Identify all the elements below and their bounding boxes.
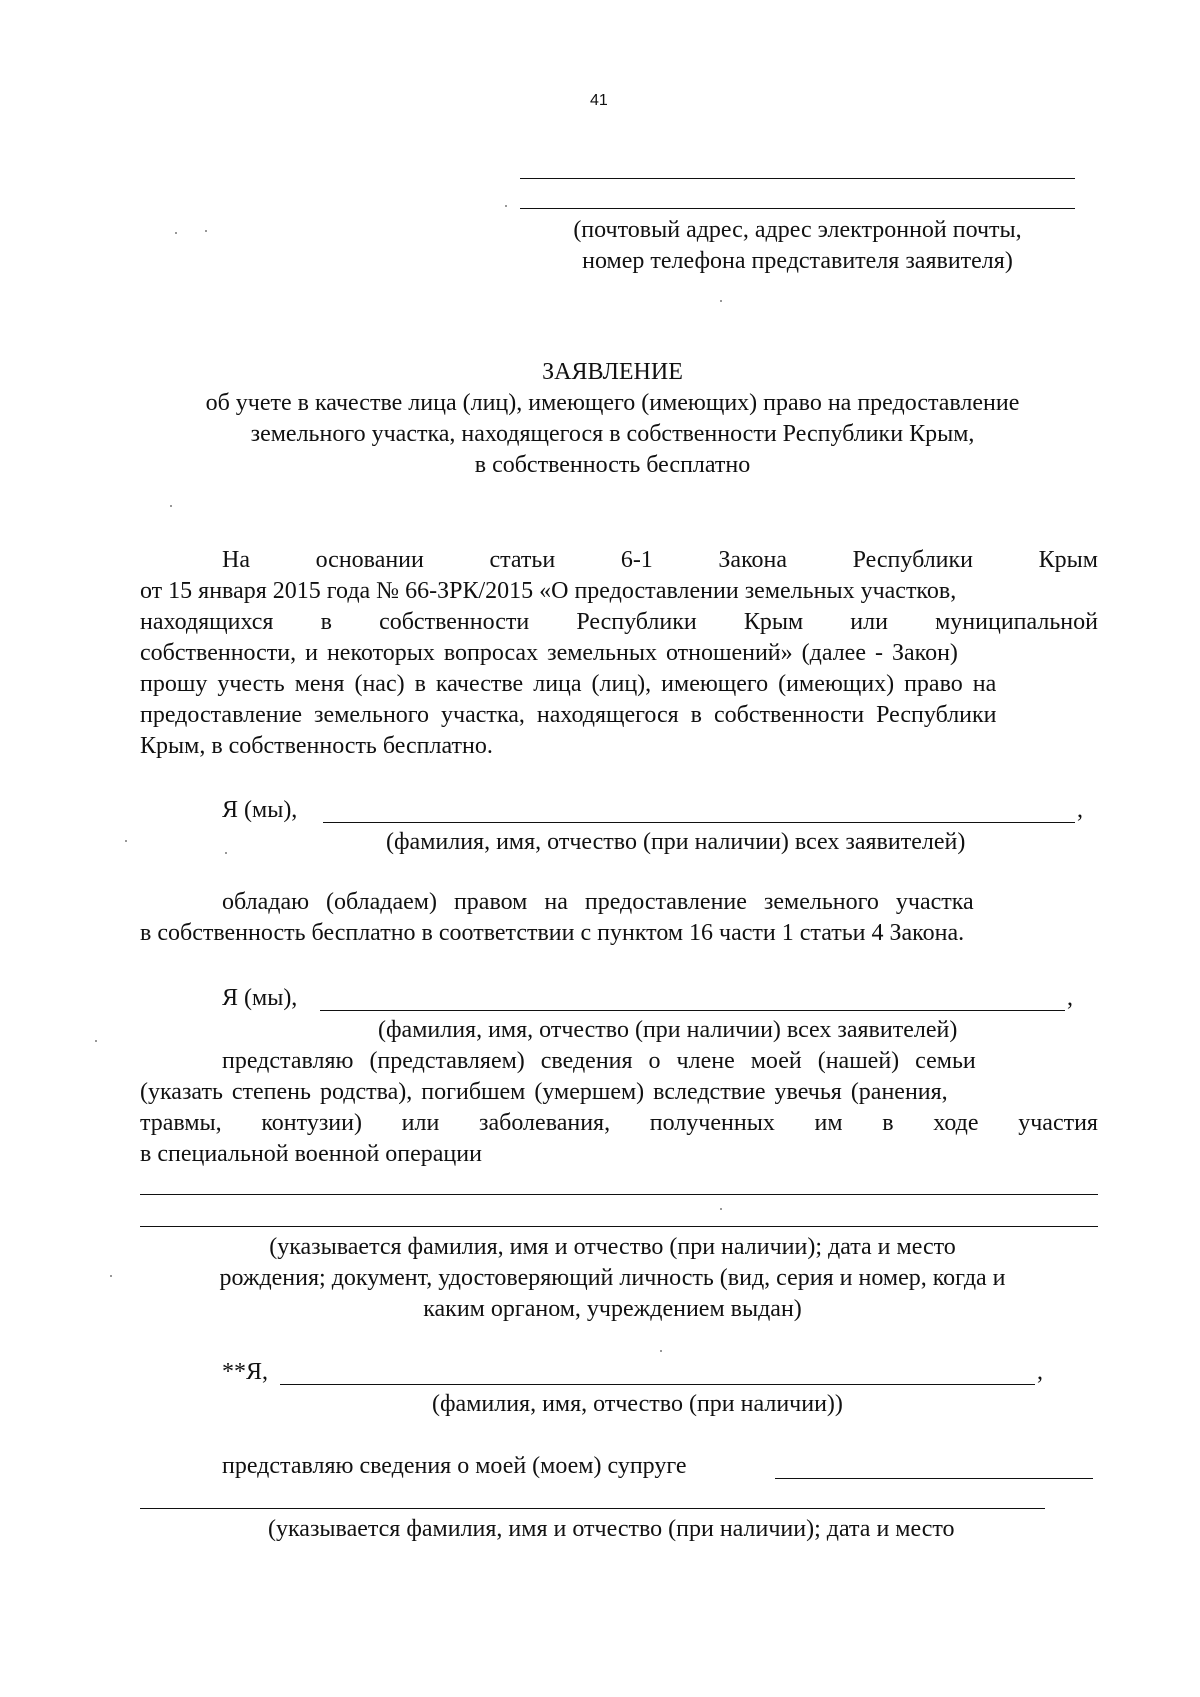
body-line-6: предоставление земельного участка, находящегося в собственности Республики <box>140 702 997 728</box>
body-line-2: от 15 января 2015 года № 66-ЗРК/2015 «О предоставлении земельных участков, <box>140 578 957 604</box>
spouse-applicant-blank-line[interactable] <box>280 1384 1035 1385</box>
scan-speck <box>205 230 207 232</box>
body-word: Крым <box>1038 547 1098 573</box>
body-word: На <box>222 547 250 573</box>
address-blank-line-1[interactable] <box>520 178 1075 179</box>
body-word: 6-1 <box>620 547 653 573</box>
document-title: ЗАЯВЛЕНИЕ <box>542 359 683 385</box>
body-word: Закона <box>718 547 788 573</box>
page-number: 41 <box>590 92 608 109</box>
body-word: участия <box>1018 1110 1098 1136</box>
family-member-line-4: в специальной военной операции <box>140 1141 482 1167</box>
right-statement-text <box>222 887 1098 918</box>
family-member-line-3 <box>140 1108 1098 1139</box>
body-word: статьи <box>489 547 556 573</box>
contact-caption-line1: (почтовый адрес, адрес электронной почты, <box>573 217 1022 243</box>
body-word: заболевания, <box>479 1110 611 1136</box>
family-member-line-2: (указать степень родства), погибшем (умершем) вследствие увечья (ранения, <box>140 1079 948 1105</box>
spouse-info-caption: (указывается фамилия, имя и отчество (при наличии); дата и место <box>268 1516 955 1542</box>
body-word: собственности <box>379 609 530 635</box>
address-blank-line-2[interactable] <box>520 208 1075 209</box>
applicants-blank-line-1[interactable] <box>323 822 1075 823</box>
right-statement-line-1 <box>222 887 1098 918</box>
applicants-blank-line-2[interactable] <box>320 1010 1065 1011</box>
spouse-applicant-caption: (фамилия, имя, отчество (при наличии)) <box>432 1391 843 1417</box>
body-word: им <box>814 1110 843 1136</box>
body-line-7: Крым, в собственность бесплатно. <box>140 733 493 759</box>
body-word: в <box>320 609 332 635</box>
body-line-1 <box>222 545 1098 576</box>
applicants-caption-2: (фамилия, имя, отчество (при наличии) всех заявителей) <box>378 1017 958 1043</box>
scan-speck <box>110 1275 112 1277</box>
spouse-applicant-label: **Я, <box>222 1359 269 1385</box>
right-statement-line-2: в собственность бесплатно в соответствии с пунктом 16 части 1 статьи 4 Закона. <box>140 920 965 946</box>
scan-speck <box>720 1208 722 1210</box>
family-member-blank-line-2[interactable] <box>140 1226 1098 1227</box>
scan-speck <box>95 1040 97 1042</box>
body-word: Республики <box>576 609 697 635</box>
body-word: муниципальной <box>935 609 1098 635</box>
body-word: травмы, <box>140 1110 222 1136</box>
scan-speck <box>505 205 507 207</box>
applicants-label-1: Я (мы), <box>222 797 298 823</box>
family-member-caption-line-2: рождения; документ, удостоверяющий личность (вид, серия и номер, когда и <box>219 1265 1006 1291</box>
family-member-blank-line-1[interactable] <box>140 1194 1098 1195</box>
applicants-comma-1: , <box>1077 797 1083 823</box>
contact-caption-line2: номер телефона представителя заявителя) <box>582 248 1013 274</box>
applicants-label-2: Я (мы), <box>222 985 298 1011</box>
body-line-4: собственности, и некоторых вопросах земельных отношений» (далее - Закон) <box>140 640 958 666</box>
document-subtitle-line1: об учете в качестве лица (лиц), имеющего (имеющих) право на предоставление <box>205 390 1020 416</box>
spouse-info-text: представляю сведения о моей (моем) супруге <box>222 1453 687 1479</box>
family-member-caption-line-1: (указывается фамилия, имя и отчество (при наличии); дата и место <box>269 1234 956 1260</box>
family-member-caption-line-3: каким органом, учреждением выдан) <box>423 1296 802 1322</box>
body-word: в <box>882 1110 894 1136</box>
applicants-comma-2: , <box>1067 985 1073 1011</box>
body-word: полученных <box>649 1110 775 1136</box>
spouse-applicant-comma: , <box>1037 1359 1043 1385</box>
scan-speck <box>660 1350 662 1352</box>
body-word: ходе <box>933 1110 979 1136</box>
document-subtitle-line2: земельного участка, находящегося в собственности Республики Крым, <box>250 421 975 447</box>
scan-speck <box>170 505 172 507</box>
family-member-line-1: представляю (представляем) сведения о члене моей (нашей) семьи <box>222 1048 976 1074</box>
scan-speck <box>720 300 722 302</box>
document-subtitle-line3: в собственность бесплатно <box>474 452 751 478</box>
right-statement-text-inner: обладаю (обладаем) правом на предоставление земельного участка <box>222 889 974 915</box>
scan-speck <box>225 852 227 854</box>
body-line-3 <box>140 607 1098 638</box>
scan-speck <box>125 840 127 842</box>
spouse-info-blank-line-2[interactable] <box>140 1508 1045 1509</box>
body-line-5: прошу учесть меня (нас) в качестве лица (лиц), имеющего (имеющих) право на <box>140 671 997 697</box>
spouse-info-blank-line-1[interactable] <box>775 1478 1093 1479</box>
body-word: Крым <box>743 609 804 635</box>
applicants-caption-1: (фамилия, имя, отчество (при наличии) всех заявителей) <box>386 829 966 855</box>
scan-speck <box>175 232 177 234</box>
body-word: или <box>850 609 888 635</box>
body-word: находящихся <box>140 609 274 635</box>
body-word: контузии) <box>261 1110 362 1136</box>
body-word: Республики <box>852 547 974 573</box>
body-word: основании <box>315 547 424 573</box>
body-word: или <box>401 1110 440 1136</box>
